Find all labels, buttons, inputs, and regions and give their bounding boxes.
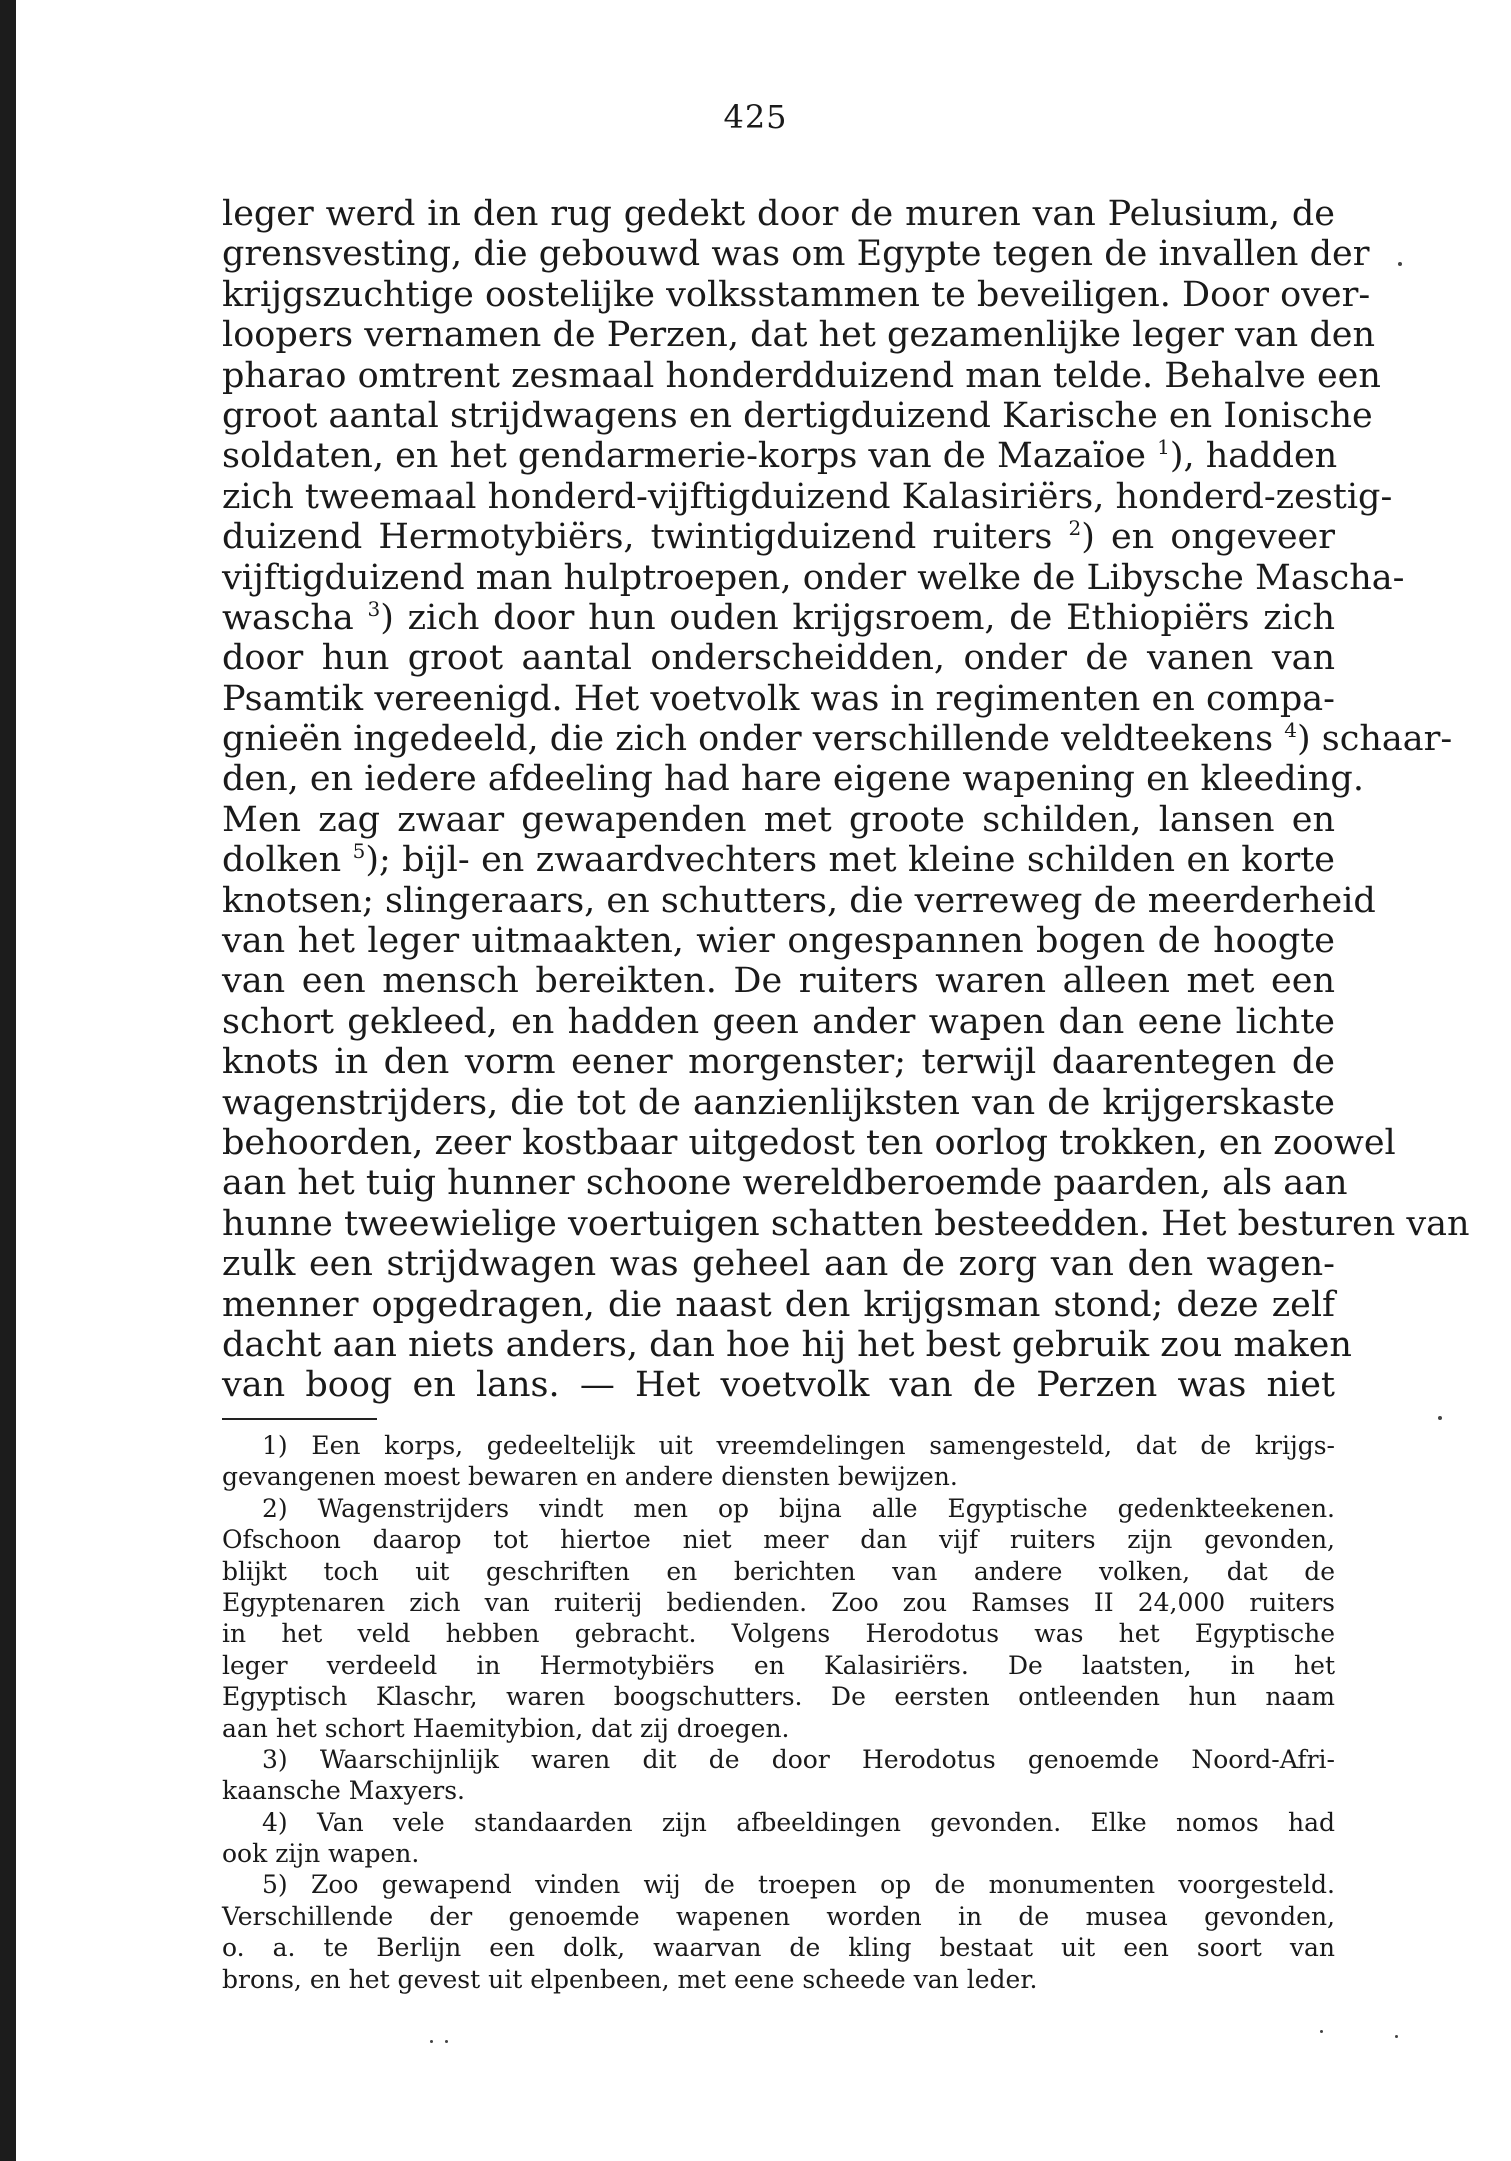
body-line: den, en iedere afdeeling had hare eigene wapening en kleeding. — [222, 759, 1364, 800]
footnote-ref-4[interactable]: 4 — [1284, 718, 1297, 743]
body-line-tail: ), hadden — [1169, 436, 1338, 477]
footnote-ref-1[interactable]: 1 — [1157, 435, 1170, 460]
scan-speck — [430, 2040, 433, 2043]
footnote-line: leger verdeeld in Hermotybiërs en Kalasiriërs. De laatsten, in het — [222, 1650, 1335, 1680]
footnote-line: Ofschoon daarop tot hiertoe niet meer dan vijf ruiters zijn gevonden, — [222, 1525, 1335, 1555]
body-line — [222, 517, 1335, 557]
body-line: pharao omtrent zesmaal honderdduizend man telde. Behalve een — [222, 355, 1381, 396]
scan-speck — [445, 2040, 448, 2043]
body-line: krijgszuchtige oostelijke volksstammen te beveiligen. Door over- — [222, 274, 1371, 315]
body-line: van het leger uitmaakten, wier ongespannen bogen de hoogte — [222, 921, 1335, 962]
body-line: van een mensch bereikten. De ruiters waren alleen met een — [222, 961, 1335, 1002]
footnote-line: Egyptisch Klaschr, waren boogschutters. De eersten ontleenden hun naam — [222, 1682, 1335, 1712]
footnote-line: Verschillende der genoemde wapenen worden in de musea gevonden, — [222, 1901, 1335, 1931]
body-line: knots in den vorm eener morgenster; terwijl daarentegen de — [222, 1042, 1335, 1083]
scan-speck — [1438, 1416, 1442, 1420]
footnotes — [222, 1430, 1335, 1995]
body-line: menner opgedragen, die naast den krijgsman stond; deze zelf — [222, 1284, 1335, 1325]
body-line-tail: ) en ongeveer — [1081, 517, 1335, 558]
footnote-line: Egyptenaren zich van ruiterij bedienden. Zoo zou Ramses II 24,000 ruiters — [222, 1587, 1335, 1617]
footnote-line: brons, en het gevest uit elpenbeen, met eene scheede van leder. — [222, 1964, 1038, 1994]
body-line: leger werd in den rug gedekt door de muren van Pelusium, de — [222, 194, 1335, 234]
footnote-line: aan het schort Haemitybion, dat zij droegen. — [222, 1713, 790, 1743]
body-line: zulk een strijdwagen was geheel aan de zorg van den wagen- — [222, 1244, 1335, 1285]
body-line — [222, 435, 1338, 477]
body-line: grensvesting, die gebouwd was om Egypte tegen de invallen der — [222, 234, 1370, 275]
body-line: van boog en lans. — Het voetvolk van de Perzen was niet — [222, 1365, 1335, 1406]
body-line-text: gnieën ingedeeld, die zich onder verschillende veldteekens — [222, 719, 1274, 760]
body-line: Psamtik vereenigd. Het voetvolk was in regimenten en compa- — [222, 678, 1335, 719]
body-line: zich tweemaal honderd-vijftigduizend Kalasiriërs, honderd-zestig- — [222, 476, 1393, 517]
body-line: knotsen; slingeraars, en schutters, die verreweg de meerderheid — [222, 880, 1376, 921]
scan-binding-edge — [0, 0, 16, 2161]
body-line: behoorden, zeer kostbaar uitgedost ten oorlog trokken, en zoowel — [222, 1122, 1396, 1163]
body-line: wagenstrijders, die tot de aanzienlijksten van de krijgerskaste — [222, 1082, 1335, 1123]
body-line: dacht aan niets anders, dan hoe hij het best gebruik zou maken — [222, 1324, 1352, 1365]
footnote-line: o. a. te Berlijn een dolk, waarvan de kling bestaat uit een soort van — [222, 1933, 1335, 1963]
body-line-text: wascha — [222, 597, 354, 638]
footnote-5: 5) Zoo gewapend vinden wij de troepen op de monumenten voorgesteld. — [262, 1870, 1335, 1900]
body-line: aan het tuig hunner schoone wereldberoemde paarden, als aan — [222, 1163, 1348, 1204]
body-line: schort gekleed, en hadden geen ander wapen dan eene lichte — [222, 1001, 1335, 1042]
footnote-separator — [222, 1418, 377, 1420]
body-line-text: dolken — [222, 840, 342, 881]
body-line-tail: ); bijl- en zwaardvechters met kleine schilden en korte — [365, 840, 1335, 881]
page-number: 425 — [723, 98, 788, 136]
body-line: vijftigduizend man hulptroepen, onder welke de Libysche Mascha- — [222, 557, 1405, 598]
footnote-line: kaansche Maxyers. — [222, 1776, 465, 1806]
footnote-line: blijkt toch uit geschriften en berichten van andere volken, dat de — [222, 1556, 1335, 1586]
footnote-3: 3) Waarschijnlijk waren dit de door Herodotus genoemde Noord-Afri- — [262, 1744, 1335, 1774]
body-line: loopers vernamen de Perzen, dat het gezamenlijke leger van den — [222, 315, 1375, 356]
footnote-ref-2[interactable]: 2 — [1068, 516, 1082, 541]
scan-speck — [1395, 2035, 1398, 2038]
body-line-text: duizend Hermotybiërs, twintigduizend ruiters — [222, 517, 1053, 558]
body-line: Men zag zwaar gewapenden met groote schilden, lansen en — [222, 799, 1335, 840]
scan-speck — [1320, 2030, 1323, 2033]
body-line-tail: ) zich door hun ouden krijgsroem, de Ethiopiërs zich — [380, 597, 1335, 638]
footnote-4: 4) Van vele standaarden zijn afbeeldingen gevonden. Elke nomos had — [262, 1807, 1335, 1837]
body-text — [222, 194, 1470, 1406]
footnote-ref-5[interactable]: 5 — [352, 839, 366, 864]
body-line-tail: ) schaar- — [1296, 719, 1453, 760]
footnote-ref-3[interactable]: 3 — [367, 596, 381, 621]
body-line-text: soldaten, en het gendarmerie-korps van de Mazaïoe — [222, 436, 1146, 477]
body-line: door hun groot aantal onderscheidden, onder de vanen van — [222, 638, 1335, 679]
scan-speck — [1398, 262, 1402, 266]
footnote-line: ook zijn wapen. — [222, 1839, 420, 1869]
footnote-line: gevangenen moest bewaren en andere diensten bewijzen. — [222, 1462, 958, 1492]
body-line — [222, 840, 1335, 880]
body-line: hunne tweewielige voertuigen schatten besteedden. Het besturen van — [222, 1203, 1470, 1244]
footnote-line: in het veld hebben gebracht. Volgens Herodotus was het Egyptische — [222, 1619, 1335, 1649]
footnote-2: 2) Wagenstrijders vindt men op bijna alle Egyptische gedenkteekenen. — [262, 1493, 1335, 1523]
body-line — [222, 718, 1453, 760]
footnote-1: 1) Een korps, gedeeltelijk uit vreemdelingen samengesteld, dat de krijgs- — [262, 1431, 1335, 1460]
body-line: groot aantal strijdwagens en dertigduizend Karische en Ionische — [222, 395, 1373, 436]
body-line — [222, 598, 1335, 638]
